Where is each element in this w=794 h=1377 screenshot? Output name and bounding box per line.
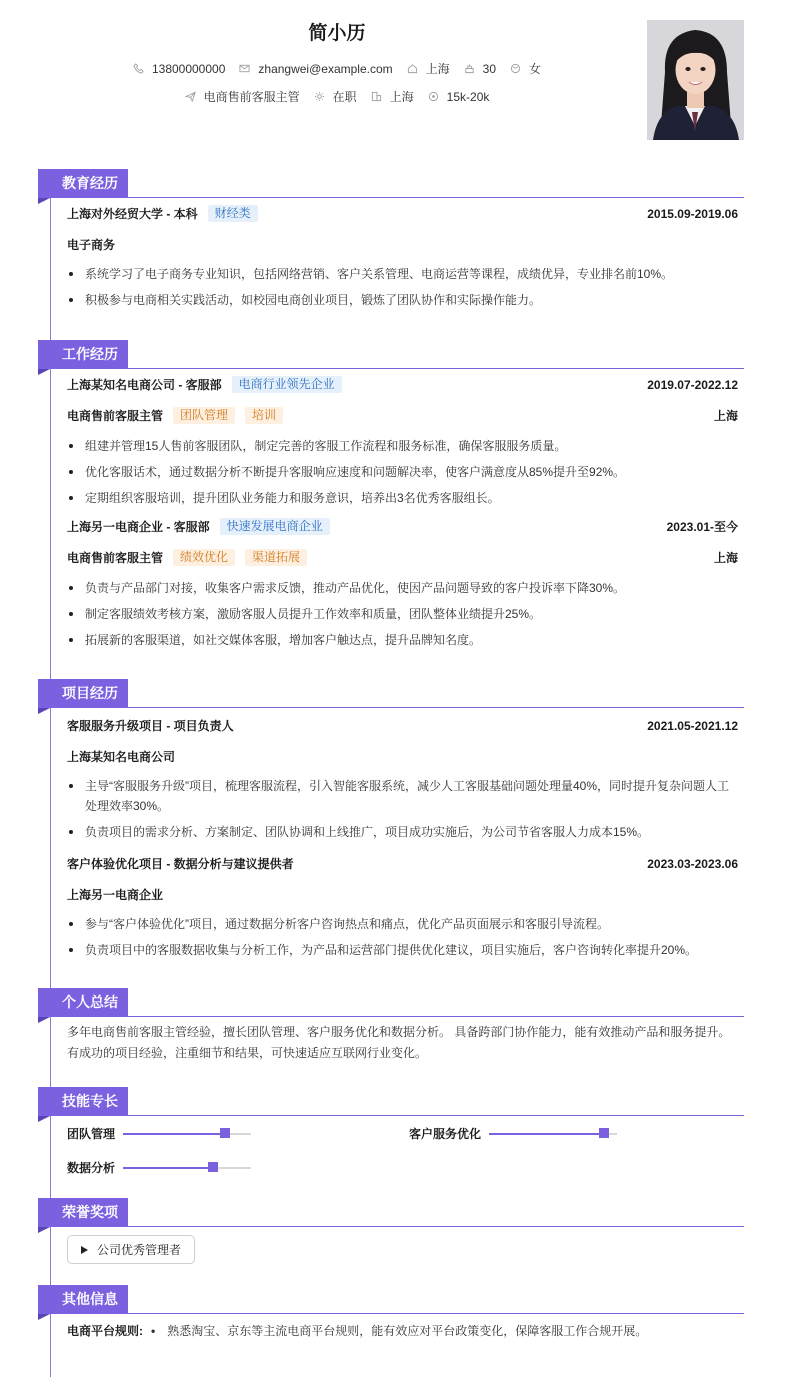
list-item: 参与“客户体验优化”项目，通过数据分析客户咨询热点和痛点，优化产品页面展示和客服引导流程。 (67, 914, 738, 934)
skill-item (409, 1125, 617, 1142)
contact-row (0, 60, 674, 77)
phone-info (133, 62, 225, 76)
project-date: 2023.03-2023.06 (647, 856, 738, 871)
coin-icon (428, 91, 439, 102)
job-city: 上海 (713, 409, 738, 423)
project-org-row (67, 886, 738, 903)
section-header (38, 679, 744, 709)
job-bullets (67, 436, 738, 508)
project-header (67, 855, 738, 872)
skill-item (67, 1159, 251, 1176)
education-title: 教育经历 (38, 169, 128, 198)
company-tag: 快速发展电商企业 (220, 518, 330, 535)
target-city-info (371, 88, 414, 105)
skill-bar (123, 1133, 251, 1135)
project-bullets (67, 914, 738, 960)
other-title: 其他信息 (38, 1285, 128, 1314)
award-name: 公司优秀管理者 (97, 1243, 182, 1257)
section-divider (38, 197, 744, 198)
section-divider (38, 368, 744, 369)
skill-bar-fill (123, 1167, 213, 1169)
list-item: 优化客服话术，通过数据分析不断提升客服响应速度和问题解决率，使客户满意度从85%提升至92%。 (67, 462, 738, 482)
target-job-info (185, 88, 300, 105)
skill-name: 客户服务优化 (409, 1127, 482, 1141)
section-header (38, 340, 744, 370)
location-text: 上海 (425, 62, 450, 76)
resume-header (0, 0, 794, 160)
project-header (67, 717, 738, 734)
phone-icon (133, 63, 144, 74)
other-item (67, 1321, 738, 1341)
gear-icon (314, 91, 325, 102)
project-name: 客户体验优化项目 - 数据分析与建议提供者 (67, 857, 294, 871)
education-section (38, 169, 744, 307)
target-job-text: 电商售前客服主管 (203, 90, 300, 104)
section-header (38, 1285, 744, 1315)
age-text: 30 (482, 61, 497, 76)
status-text: 在职 (332, 90, 357, 104)
role-tag: 渠道拓展 (245, 549, 307, 566)
major-row (67, 236, 738, 253)
job-role: 电商售前客服主管 (67, 409, 164, 423)
education-entry-header (67, 205, 738, 222)
job-role: 电商售前客服主管 (67, 551, 164, 565)
skill-item (67, 1125, 251, 1142)
section-divider (38, 707, 744, 708)
job-date: 2019.07-2022.12 (647, 377, 738, 392)
list-item: 负责项目中的客服数据收集与分析工作，为产品和运营部门提供优化建议，项目实施后，客户咨询转化率提升20%。 (67, 940, 738, 960)
list-item: 负责项目的需求分析、方案制定、团队协调和上线推广，项目成功实施后，为公司节省客服人力成本15%。 (67, 822, 738, 842)
phone-text: 13800000000 (151, 61, 226, 76)
skill-bar-knob (208, 1162, 218, 1172)
school-name: 上海对外经贸大学 - 本科 (67, 207, 198, 221)
gender-icon (510, 63, 521, 74)
list-item: 拓展新的客服渠道，如社交媒体客服，增加客户触达点，提升品牌知名度。 (67, 630, 738, 650)
list-item: 主导“客服服务升级”项目，梳理客服流程，引入智能客服系统，减少人工客服基础问题处理量40%，同时提升复杂问题人工处理效率30%。 (67, 776, 738, 816)
skills-title: 技能专长 (38, 1087, 128, 1116)
mail-icon (239, 63, 250, 74)
age-icon (464, 63, 475, 74)
skills-section (38, 1087, 744, 1175)
job-date: 2023.01-至今 (666, 520, 738, 534)
salary-text: 15k-20k (446, 89, 490, 104)
send-icon (185, 91, 196, 102)
email-info (239, 62, 392, 76)
role-tag: 绩效优化 (173, 549, 235, 566)
job-header (67, 518, 738, 535)
company-name: 上海某知名电商公司 - 客服部 (67, 378, 222, 392)
work-title: 工作经历 (38, 340, 128, 369)
education-bullets (67, 264, 738, 310)
role-tag: 培训 (245, 407, 283, 424)
education-date: 2015.09-2019.06 (647, 206, 738, 221)
profile-photo (647, 20, 744, 140)
building-icon (371, 91, 382, 102)
awards-title: 荣誉奖项 (38, 1198, 128, 1227)
role-tag: 团队管理 (173, 407, 235, 424)
job-role-row (67, 407, 738, 424)
project-section (38, 679, 744, 957)
project-date: 2021.05-2021.12 (647, 718, 738, 733)
salary-info (428, 90, 490, 104)
target-city-text: 上海 (389, 90, 414, 104)
project-org: 上海另一电商企业 (67, 888, 164, 902)
awards-section (38, 1198, 744, 1257)
school-tag: 财经类 (208, 205, 258, 222)
age-info (464, 62, 496, 76)
other-section (38, 1285, 744, 1338)
section-divider (38, 1016, 744, 1017)
gender-text: 女 (529, 62, 542, 76)
list-item: 定期组织客服培训，提升团队业务能力和服务意识，培养出3名优秀客服组长。 (67, 488, 738, 508)
gender-info (510, 60, 541, 77)
project-bullets (67, 776, 738, 842)
skill-bar (123, 1167, 251, 1169)
company-tag: 电商行业领先企业 (232, 376, 342, 393)
job-header (67, 376, 738, 393)
summary-title: 个人总结 (38, 988, 128, 1017)
skill-bar-fill (489, 1133, 604, 1135)
other-label: 电商平台规则: (67, 1324, 143, 1338)
email-text: zhangwei@example.com (258, 61, 393, 76)
project-org-row (67, 748, 738, 765)
job-city: 上海 (713, 551, 738, 565)
work-section (38, 340, 744, 647)
other-text: 熟悉淘宝、京东等主流电商平台规则，能有效应对平台政策变化，保障客服工作合规开展。 (167, 1324, 648, 1338)
play-icon (81, 1246, 88, 1254)
job-bullets (67, 578, 738, 650)
award-item[interactable] (67, 1235, 195, 1264)
major-name: 电子商务 (67, 238, 116, 252)
section-divider (38, 1313, 744, 1314)
company-name: 上海另一电商企业 - 客服部 (67, 520, 210, 534)
section-header (38, 169, 744, 199)
list-item: 系统学习了电子商务专业知识，包括网络营销、客户关系管理、电商运营等课程，成绩优异，专业排名前10%。 (67, 264, 738, 284)
section-divider (38, 1115, 744, 1116)
home-icon (407, 63, 418, 74)
list-item: 制定客服绩效考核方案，激励客服人员提升工作效率和质量，团队整体业绩提升25%。 (67, 604, 738, 624)
list-item: 积极参与电商相关实践活动，如校园电商创业项目，锻炼了团队协作和实际操作能力。 (67, 290, 738, 310)
project-title: 项目经历 (38, 679, 128, 708)
summary-section (38, 988, 744, 1060)
status-info (314, 88, 357, 105)
section-header (38, 988, 744, 1018)
section-header (38, 1087, 744, 1117)
summary-text: 多年电商售前客服主管经验，擅长团队管理、客户服务优化和数据分析。 具备跨部门协作能力，能有效推动产品和服务提升。有成功的项目经验，注重细节和结果，可快速适应互联网行业变化。 (67, 1025, 731, 1060)
skill-bar-knob (220, 1128, 230, 1138)
skill-name: 数据分析 (67, 1161, 116, 1175)
list-item: 组建并管理15人售前客服团队，制定完善的客服工作流程和服务标准，确保客服服务质量。 (67, 436, 738, 456)
project-name: 客服服务升级项目 - 项目负责人 (67, 719, 234, 733)
section-divider (38, 1226, 744, 1227)
job-intent-row (0, 88, 674, 105)
project-org: 上海某知名电商公司 (67, 750, 176, 764)
location-info (407, 60, 450, 77)
job-role-row (67, 549, 738, 566)
skill-bar-knob (599, 1128, 609, 1138)
skill-bar-fill (123, 1133, 225, 1135)
section-header (38, 1198, 744, 1228)
candidate-name: 简小历 (308, 23, 366, 44)
other-bullet: • (151, 1324, 156, 1338)
skill-name: 团队管理 (67, 1127, 116, 1141)
skill-bar (489, 1133, 617, 1135)
list-item: 负责与产品部门对接，收集客户需求反馈，推动产品优化，使因产品问题导致的客户投诉率下降30%。 (67, 578, 738, 598)
